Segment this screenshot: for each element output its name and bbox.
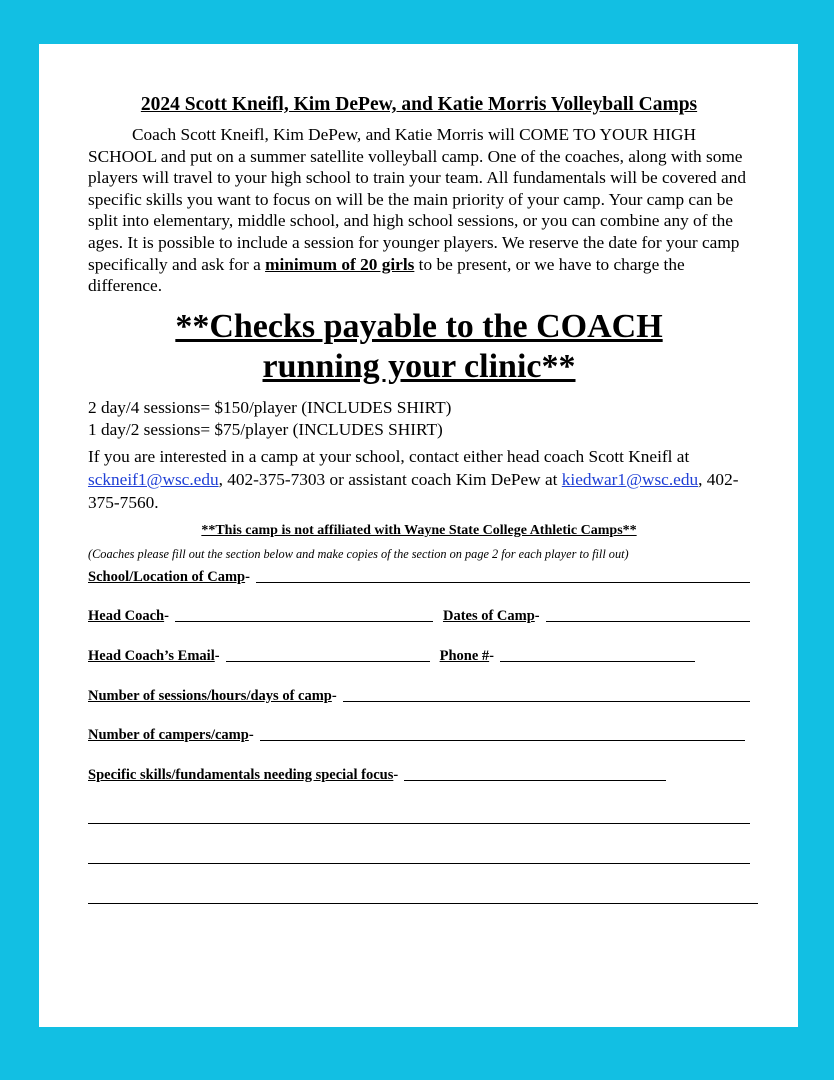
contact-text-1: If you are interested in a camp at your school, contact either head coach Scott Kneifl at (88, 446, 690, 466)
campers-label: Number of campers/camp (88, 727, 249, 744)
intro-paragraph (88, 124, 750, 297)
intro-text: Coach Scott Kneifl, Kim DePew, and Katie Morris will COME TO YOUR HIGH SCHOOL and put on a summer satellite volleyball camp. One of the coaches, along with some players will travel to your high school to train your team. All fundamentals will be covered and specific skills you want to focus on will be the main priority of your camp. Your camp can be split into elementary, middle school, and high school sessions, or you can combine any of the ages. It is possible to include a session for younger players. We reserve the date for your camp specifically and ask for a (88, 125, 746, 274)
email-link-kim[interactable]: kiedwar1@wsc.edu (561, 469, 699, 489)
contact-text-3: , 402-375-7560. (88, 469, 739, 512)
checks-line-2: running your clinic** (262, 347, 576, 385)
head-coach-email-field[interactable] (226, 647, 430, 662)
dash: - (331, 687, 337, 704)
intro-minimum-requirement: minimum of 20 girls (265, 254, 415, 274)
price-2-day: 2 day/4 sessions= $150/player (INCLUDES SHIRT) (88, 397, 452, 417)
head-coach-label: Head Coach (88, 608, 165, 625)
sessions-label: Number of sessions/hours/days of camp (88, 687, 332, 704)
campers-field[interactable] (260, 726, 745, 741)
head-coach-field[interactable] (175, 607, 433, 622)
document-title: 2024 Scott Kneifl, Kim DePew, and Katie Morris Volleyball Camps (140, 94, 698, 115)
contact-paragraph (88, 445, 750, 514)
phone-label: Phone # (439, 647, 490, 664)
sessions-field[interactable] (343, 687, 750, 702)
form-row-campers (88, 724, 750, 744)
dates-of-camp-label: Dates of Camp (442, 608, 535, 625)
dash: - (164, 608, 169, 625)
school-location-label: School/Location of Camp (88, 568, 246, 585)
skills-extra-line-2[interactable] (88, 843, 750, 864)
school-location-field[interactable] (256, 568, 750, 583)
phone-field[interactable] (500, 647, 695, 662)
dash: - (245, 568, 250, 585)
intro-text-end: to be present, or we have to charge the difference. (88, 254, 685, 296)
affiliation-notice: **This camp is not affiliated with Wayne State College Athletic Camps** (201, 522, 637, 538)
skills-label: Specific skills/fundamentals needing special focus (88, 766, 394, 783)
dash: - (248, 727, 254, 744)
dates-of-camp-field[interactable] (546, 607, 750, 622)
form-row-skills (88, 764, 750, 784)
checks-line-1: **Checks payable to the COACH (175, 307, 663, 345)
email-link-scott[interactable]: sckneif1@wsc.edu (88, 469, 219, 489)
skills-extra-line-3[interactable] (88, 883, 758, 904)
form-row-school (88, 566, 750, 586)
price-1-day: 1 day/2 sessions= $75/player (INCLUDES SHIRT) (88, 419, 443, 439)
document-content (88, 92, 750, 923)
document-page (39, 44, 798, 1027)
skills-extra-line-1[interactable] (88, 803, 750, 824)
dash: - (393, 766, 399, 783)
head-coach-email-label: Head Coach’s Email (88, 647, 215, 664)
form-row-email-phone (88, 645, 750, 665)
contact-text-2: , 402-375-7303 or assistant coach Kim DePew at (218, 469, 562, 489)
coach-instructions-note: (Coaches please fill out the section below and make copies of the section on page 2 for each player to fill out) (88, 546, 629, 561)
price-list (88, 397, 750, 441)
form-row-sessions (88, 685, 750, 705)
form-row-coach-dates (88, 605, 750, 625)
skills-field[interactable] (404, 766, 666, 781)
dash: - (534, 608, 540, 625)
dash: - (214, 647, 220, 664)
dash: - (489, 647, 494, 664)
checks-payable-heading (88, 307, 750, 387)
camp-form (88, 566, 750, 905)
